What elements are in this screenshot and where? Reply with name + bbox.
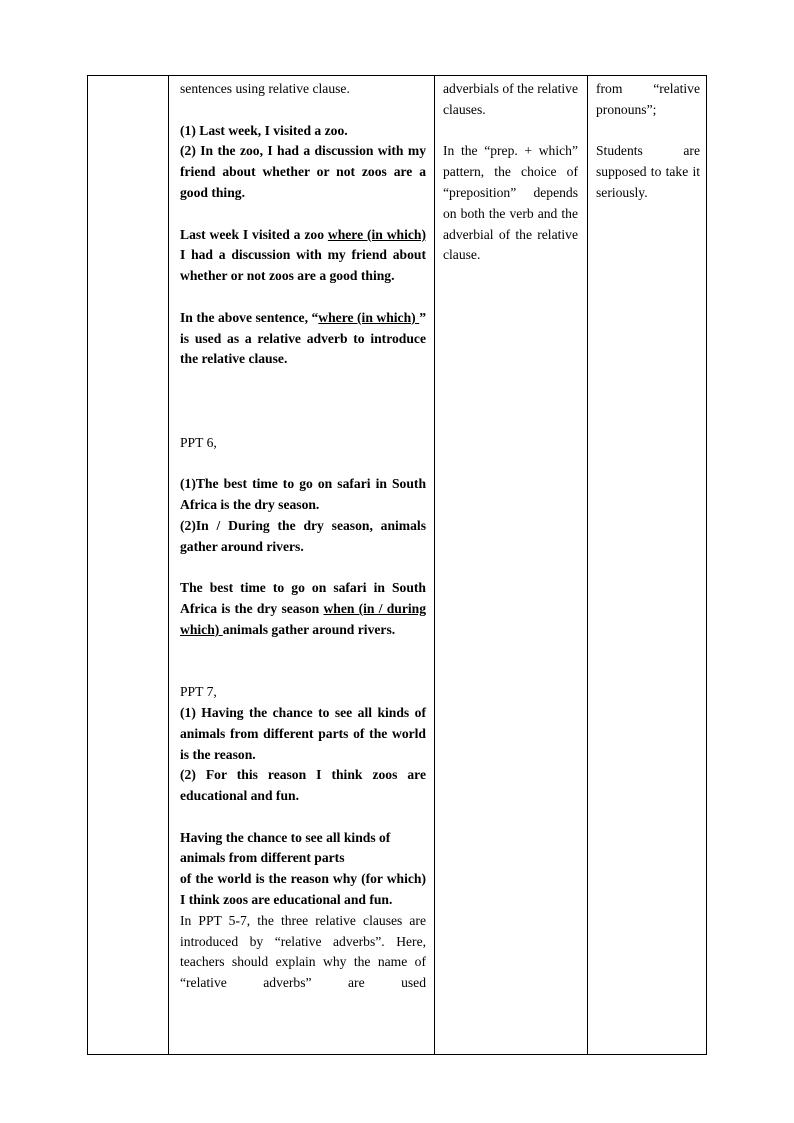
lesson-table: [87, 75, 707, 1055]
ppt7-explanation: In PPT 5-7, the three relative clauses are introduced by “relative adverbs”. Here, teachers should explain why the name of “relative adverbs” are used: [180, 912, 426, 991]
column-divider: [587, 76, 588, 1054]
procedure-column: [174, 76, 440, 1054]
ppt7-combined-line-2: of the world is the reason why (for which) I think zoos are educational and fun.: [180, 871, 440, 908]
ppt5-note: In the above sentence, “where (in which) ” is used as a relative adverb to introduce the relative clause.: [180, 309, 426, 367]
ppt5-combined: Last week I visited a zoo where (in which) I had a discussion with my friend about whether or not zoos are a good thing.: [180, 226, 426, 284]
purpose-text-1: adverbials of the relative clauses.: [443, 81, 578, 117]
ppt5-sentence-1: (1) Last week, I visited a zoo.: [180, 122, 348, 138]
ppt7-sentence-1: (1) Having the chance to see all kinds of animals from different parts of the world is the reason.: [180, 704, 426, 762]
ppt5-sentence-2: (2) In the zoo, I had a discussion with my friend about whether or not zoos are a good thing.: [180, 143, 426, 200]
column-divider: [168, 76, 169, 1054]
intro-text: sentences using relative clause.: [180, 81, 350, 96]
notes-text-1: from “relative pronouns”;: [596, 81, 700, 117]
purpose-text-2: In the “prep. + which” pattern, the choice of “preposition” depends on both the verb and the adverbial of the relative clause.: [443, 143, 578, 263]
ppt6-combined: The best time to go on safari in South Africa is the dry season when (in / during which) animals gather around rivers.: [180, 580, 426, 637]
column-divider: [434, 76, 435, 1054]
ppt6-label: PPT 6,: [180, 434, 217, 450]
notes-text-2: Students are supposed to take it seriously.: [596, 143, 700, 200]
notes-column: [593, 76, 704, 1054]
ppt6-sentence-2: (2)In / During the dry season, animals gather around rivers.: [180, 517, 426, 554]
ppt7-sentence-2: (2) For this reason I think zoos are educational and fun.: [180, 767, 426, 804]
ppt7-label: PPT 7,: [180, 684, 217, 700]
ppt7-combined-line-1: Having the chance to see all kinds of animals from different parts: [180, 829, 391, 866]
purpose-column: [440, 76, 582, 1054]
ppt6-sentence-1: (1)The best time to go on safari in South Africa is the dry season.: [180, 476, 426, 512]
